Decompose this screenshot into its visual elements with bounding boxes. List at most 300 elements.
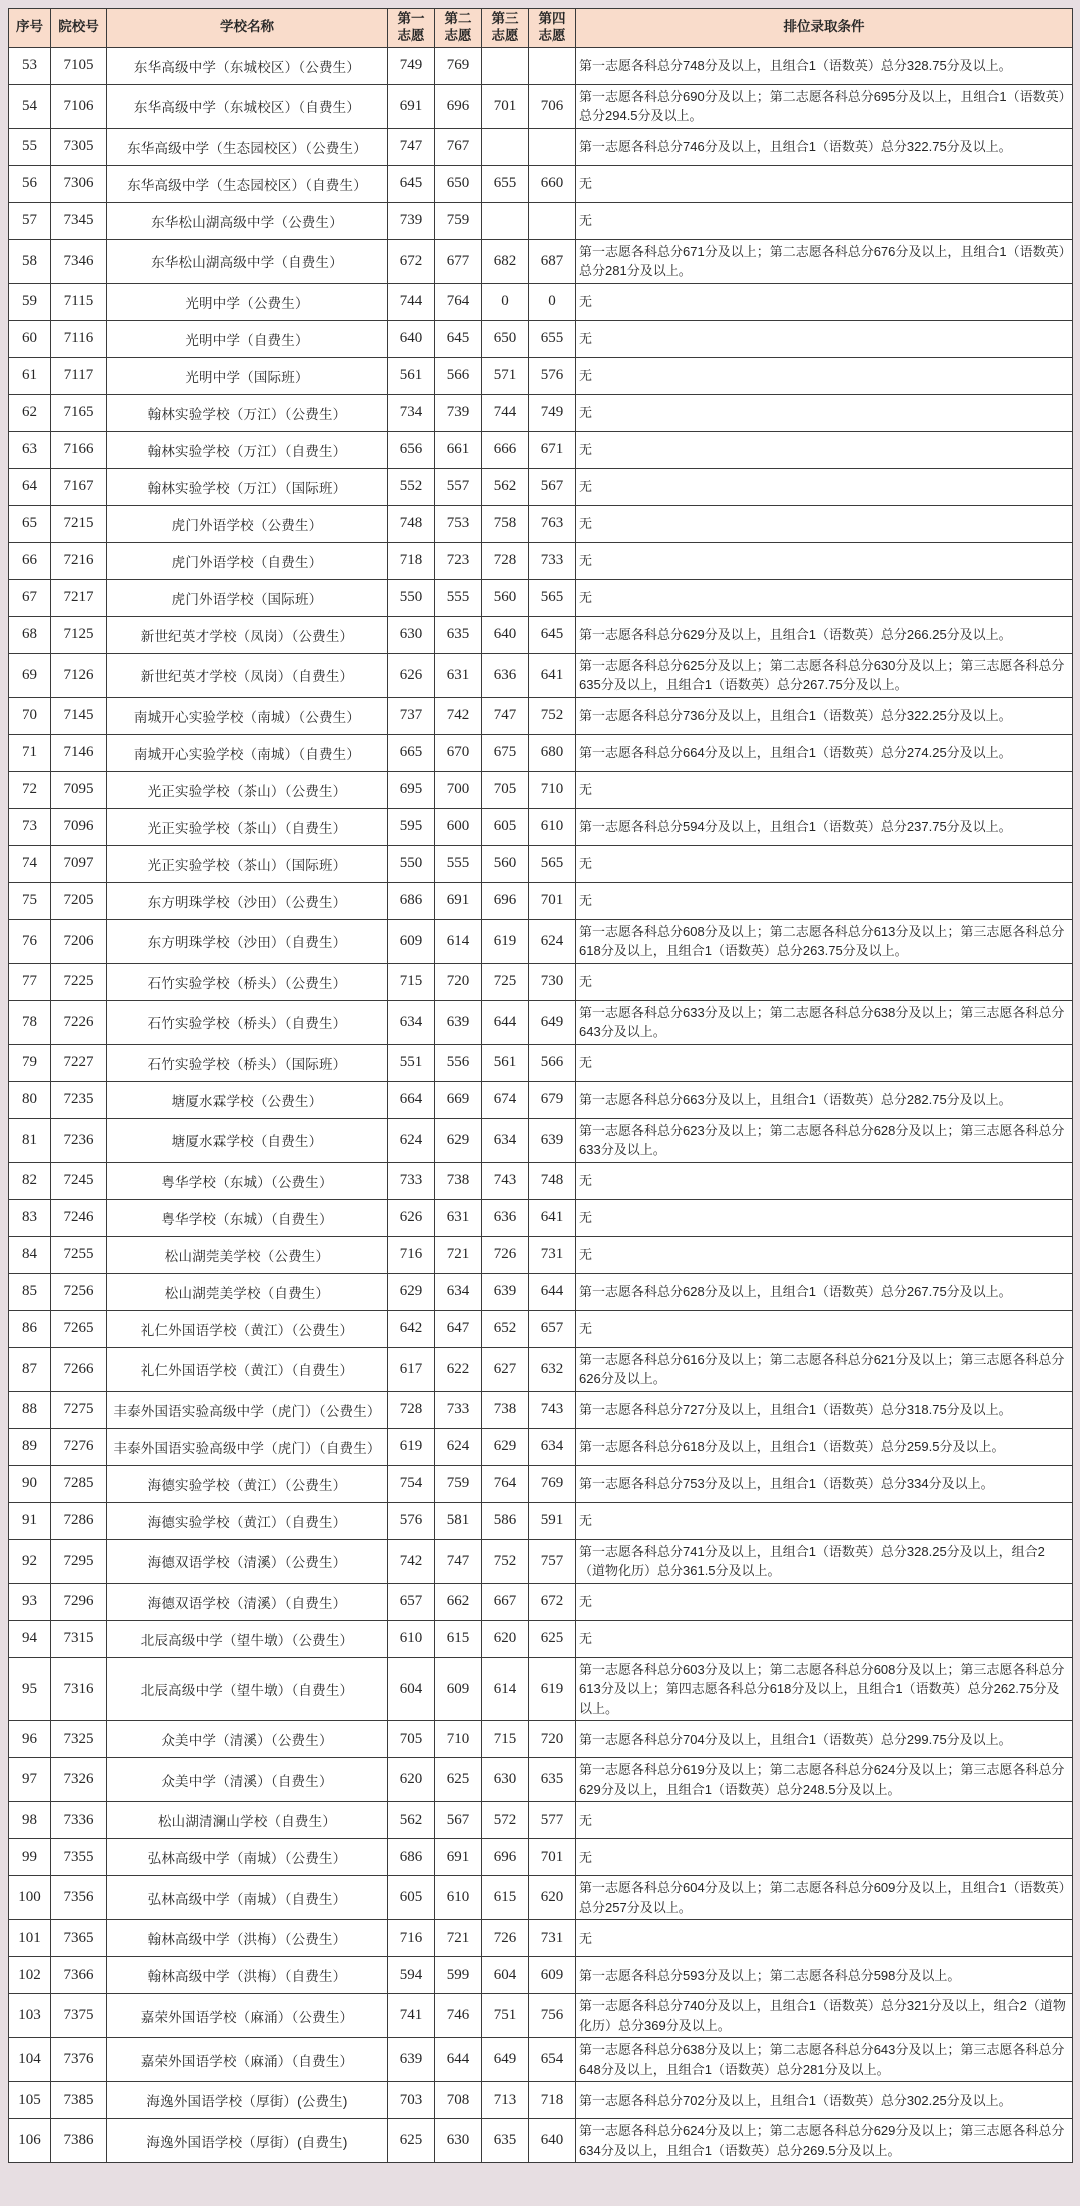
cell-choice1: 733 xyxy=(388,1162,435,1199)
cell-school-code: 7115 xyxy=(51,283,107,320)
header-choice2: 第二志愿 xyxy=(435,9,482,48)
cell-seq: 100 xyxy=(9,1876,51,1920)
cell-choice4: 634 xyxy=(529,1428,576,1465)
cell-choice2: 650 xyxy=(435,165,482,202)
cell-choice2: 662 xyxy=(435,1583,482,1620)
table-row xyxy=(9,47,1073,84)
cell-seq: 90 xyxy=(9,1465,51,1502)
cell-choice4: 701 xyxy=(529,1839,576,1876)
header-seq: 序号 xyxy=(9,9,51,48)
cell-school-name: 东华高级中学（东城校区）（公费生） xyxy=(107,47,388,84)
cell-choice3: 674 xyxy=(482,1081,529,1118)
cell-choice4: 624 xyxy=(529,919,576,963)
cell-choice4: 649 xyxy=(529,1000,576,1044)
cell-choice4: 710 xyxy=(529,771,576,808)
cell-choice4: 641 xyxy=(529,1199,576,1236)
cell-school-name: 石竹实验学校（桥头）（公费生） xyxy=(107,963,388,1000)
cell-choice3: 644 xyxy=(482,1000,529,1044)
cell-seq: 62 xyxy=(9,394,51,431)
cell-choice4: 680 xyxy=(529,734,576,771)
cell-choice2: 723 xyxy=(435,542,482,579)
cell-choice4: 567 xyxy=(529,468,576,505)
table-row xyxy=(9,808,1073,845)
cell-choice1: 665 xyxy=(388,734,435,771)
cell-choice1: 640 xyxy=(388,320,435,357)
cell-school-name: 光明中学（国际班） xyxy=(107,357,388,394)
cell-choice3: 630 xyxy=(482,1758,529,1802)
cell-choice1: 550 xyxy=(388,579,435,616)
cell-admission-condition: 无 xyxy=(576,542,1073,579)
cell-choice2: 567 xyxy=(435,1802,482,1839)
cell-choice4: 565 xyxy=(529,579,576,616)
cell-school-code: 7375 xyxy=(51,1994,107,2038)
cell-choice2: 647 xyxy=(435,1310,482,1347)
cell-choice2: 622 xyxy=(435,1347,482,1391)
cell-choice2: 696 xyxy=(435,84,482,128)
cell-school-code: 7206 xyxy=(51,919,107,963)
cell-choice2: 759 xyxy=(435,1465,482,1502)
table-row xyxy=(9,1657,1073,1721)
cell-choice2: 708 xyxy=(435,2082,482,2119)
cell-choice3: 743 xyxy=(482,1162,529,1199)
cell-choice3: 667 xyxy=(482,1583,529,1620)
cell-choice4: 733 xyxy=(529,542,576,579)
cell-school-code: 7386 xyxy=(51,2119,107,2163)
cell-choice2: 691 xyxy=(435,1839,482,1876)
cell-seq: 85 xyxy=(9,1273,51,1310)
cell-seq: 105 xyxy=(9,2082,51,2119)
cell-school-code: 7216 xyxy=(51,542,107,579)
cell-school-name: 塘厦水霖学校（公费生） xyxy=(107,1081,388,1118)
cell-school-code: 7245 xyxy=(51,1162,107,1199)
cell-school-code: 7097 xyxy=(51,845,107,882)
cell-school-code: 7295 xyxy=(51,1539,107,1583)
cell-choice4: 763 xyxy=(529,505,576,542)
cell-choice4: 619 xyxy=(529,1657,576,1721)
table-row xyxy=(9,1839,1073,1876)
cell-choice1: 576 xyxy=(388,1502,435,1539)
cell-choice4: 657 xyxy=(529,1310,576,1347)
table-row xyxy=(9,1583,1073,1620)
header-school-code: 院校号 xyxy=(51,9,107,48)
cell-admission-condition: 第一志愿各科总分616分及以上；第二志愿各科总分621分及以上；第三志愿各科总分626分及以上。 xyxy=(576,1347,1073,1391)
cell-seq: 56 xyxy=(9,165,51,202)
table-row xyxy=(9,919,1073,963)
cell-admission-condition: 无 xyxy=(576,320,1073,357)
cell-admission-condition: 无 xyxy=(576,1199,1073,1236)
table-row xyxy=(9,1539,1073,1583)
cell-school-name: 光明中学（自费生） xyxy=(107,320,388,357)
cell-seq: 57 xyxy=(9,202,51,239)
cell-choice1: 626 xyxy=(388,653,435,697)
cell-school-code: 7205 xyxy=(51,882,107,919)
cell-admission-condition: 第一志愿各科总分623分及以上；第二志愿各科总分628分及以上；第三志愿各科总分633分及以上。 xyxy=(576,1118,1073,1162)
cell-choice3: 620 xyxy=(482,1620,529,1657)
header-choice4: 第四志愿 xyxy=(529,9,576,48)
table-row xyxy=(9,1162,1073,1199)
table-row xyxy=(9,357,1073,394)
cell-admission-condition: 第一志愿各科总分740分及以上，且组合1（语数英）总分321分及以上，组合2（道物化历）总分369分及以上。 xyxy=(576,1994,1073,2038)
cell-choice1: 672 xyxy=(388,239,435,283)
cell-choice3: 636 xyxy=(482,653,529,697)
cell-seq: 55 xyxy=(9,128,51,165)
header-school-name: 学校名称 xyxy=(107,9,388,48)
cell-choice1: 629 xyxy=(388,1273,435,1310)
cell-admission-condition: 第一志愿各科总分594分及以上，且组合1（语数英）总分237.75分及以上。 xyxy=(576,808,1073,845)
cell-choice3: 605 xyxy=(482,808,529,845)
cell-choice1: 594 xyxy=(388,1957,435,1994)
cell-choice4: 641 xyxy=(529,653,576,697)
cell-choice4: 655 xyxy=(529,320,576,357)
cell-choice2: 581 xyxy=(435,1502,482,1539)
cell-admission-condition: 无 xyxy=(576,1620,1073,1657)
cell-choice1: 609 xyxy=(388,919,435,963)
cell-school-name: 北辰高级中学（望牛墩）（公费生） xyxy=(107,1620,388,1657)
cell-choice3: 636 xyxy=(482,1199,529,1236)
cell-choice1: 744 xyxy=(388,283,435,320)
cell-school-name: 南城开心实验学校（南城）（公费生） xyxy=(107,697,388,734)
cell-seq: 53 xyxy=(9,47,51,84)
cell-admission-condition: 第一志愿各科总分663分及以上，且组合1（语数英）总分282.75分及以上。 xyxy=(576,1081,1073,1118)
cell-choice1: 619 xyxy=(388,1428,435,1465)
cell-admission-condition: 无 xyxy=(576,202,1073,239)
cell-choice4: 687 xyxy=(529,239,576,283)
cell-choice2: 767 xyxy=(435,128,482,165)
cell-choice2: 566 xyxy=(435,357,482,394)
table-row xyxy=(9,202,1073,239)
cell-school-code: 7296 xyxy=(51,1583,107,1620)
table-row xyxy=(9,2038,1073,2082)
cell-choice4: 566 xyxy=(529,1044,576,1081)
cell-school-name: 东华松山湖高级中学（公费生） xyxy=(107,202,388,239)
table-row xyxy=(9,771,1073,808)
cell-choice3: 726 xyxy=(482,1236,529,1273)
cell-choice4: 672 xyxy=(529,1583,576,1620)
cell-seq: 94 xyxy=(9,1620,51,1657)
cell-school-name: 石竹实验学校（桥头）（自费生） xyxy=(107,1000,388,1044)
cell-school-code: 7275 xyxy=(51,1391,107,1428)
cell-choice4: 632 xyxy=(529,1347,576,1391)
cell-admission-condition: 无 xyxy=(576,1802,1073,1839)
cell-choice3: 627 xyxy=(482,1347,529,1391)
cell-choice3: 752 xyxy=(482,1539,529,1583)
cell-choice2: 624 xyxy=(435,1428,482,1465)
cell-seq: 104 xyxy=(9,2038,51,2082)
table-row xyxy=(9,1273,1073,1310)
table-row xyxy=(9,1502,1073,1539)
cell-choice4: 640 xyxy=(529,2119,576,2163)
cell-admission-condition: 第一志愿各科总分727分及以上，且组合1（语数英）总分318.75分及以上。 xyxy=(576,1391,1073,1428)
cell-school-code: 7116 xyxy=(51,320,107,357)
cell-choice3 xyxy=(482,47,529,84)
cell-seq: 88 xyxy=(9,1391,51,1428)
table-row xyxy=(9,1000,1073,1044)
cell-admission-condition: 无 xyxy=(576,283,1073,320)
cell-seq: 96 xyxy=(9,1721,51,1758)
cell-choice1: 686 xyxy=(388,1839,435,1876)
table-row xyxy=(9,1620,1073,1657)
cell-choice4: 0 xyxy=(529,283,576,320)
cell-choice4: 679 xyxy=(529,1081,576,1118)
cell-choice1: 617 xyxy=(388,1347,435,1391)
cell-school-name: 北辰高级中学（望牛墩）（自费生） xyxy=(107,1657,388,1721)
table-row xyxy=(9,239,1073,283)
cell-admission-condition: 无 xyxy=(576,579,1073,616)
cell-choice2: 720 xyxy=(435,963,482,1000)
cell-choice3: 696 xyxy=(482,882,529,919)
cell-choice2: 746 xyxy=(435,1994,482,2038)
cell-choice4: 706 xyxy=(529,84,576,128)
cell-school-name: 嘉荣外国语学校（麻涌）（自费生） xyxy=(107,2038,388,2082)
table-body xyxy=(9,47,1073,2163)
cell-choice2: 644 xyxy=(435,2038,482,2082)
cell-admission-condition: 无 xyxy=(576,1044,1073,1081)
cell-admission-condition: 无 xyxy=(576,505,1073,542)
cell-school-name: 光正实验学校（茶山）（自费生） xyxy=(107,808,388,845)
cell-choice2: 645 xyxy=(435,320,482,357)
cell-seq: 102 xyxy=(9,1957,51,1994)
cell-admission-condition: 第一志愿各科总分748分及以上，且组合1（语数英）总分328.75分及以上。 xyxy=(576,47,1073,84)
cell-admission-condition: 第一志愿各科总分618分及以上，且组合1（语数英）总分259.5分及以上。 xyxy=(576,1428,1073,1465)
cell-seq: 89 xyxy=(9,1428,51,1465)
cell-school-code: 7105 xyxy=(51,47,107,84)
cell-school-code: 7266 xyxy=(51,1347,107,1391)
cell-choice1: 734 xyxy=(388,394,435,431)
cell-admission-condition: 无 xyxy=(576,1236,1073,1273)
cell-school-name: 光明中学（公费生） xyxy=(107,283,388,320)
table-row xyxy=(9,882,1073,919)
cell-choice1: 716 xyxy=(388,1920,435,1957)
header-choice3: 第三志愿 xyxy=(482,9,529,48)
header-choice1: 第一志愿 xyxy=(388,9,435,48)
cell-school-name: 新世纪英才学校（凤岗）（自费生） xyxy=(107,653,388,697)
cell-choice3: 615 xyxy=(482,1876,529,1920)
cell-school-code: 7285 xyxy=(51,1465,107,1502)
cell-choice2: 742 xyxy=(435,697,482,734)
cell-admission-condition: 第一志愿各科总分593分及以上；第二志愿各科总分598分及以上。 xyxy=(576,1957,1073,1994)
cell-seq: 71 xyxy=(9,734,51,771)
cell-admission-condition: 第一志愿各科总分704分及以上，且组合1（语数英）总分299.75分及以上。 xyxy=(576,1721,1073,1758)
cell-seq: 79 xyxy=(9,1044,51,1081)
cell-admission-condition: 第一志愿各科总分604分及以上；第二志愿各科总分609分及以上，且组合1（语数英）总分257分及以上。 xyxy=(576,1876,1073,1920)
cell-school-name: 翰林实验学校（万江）（公费生） xyxy=(107,394,388,431)
cell-choice3: 744 xyxy=(482,394,529,431)
cell-choice3: 705 xyxy=(482,771,529,808)
cell-choice3: 682 xyxy=(482,239,529,283)
cell-school-name: 虎门外语学校（国际班） xyxy=(107,579,388,616)
cell-choice4: 671 xyxy=(529,431,576,468)
cell-choice1: 626 xyxy=(388,1199,435,1236)
cell-choice2: 691 xyxy=(435,882,482,919)
cell-choice2: 609 xyxy=(435,1657,482,1721)
cell-choice4: 639 xyxy=(529,1118,576,1162)
cell-admission-condition: 无 xyxy=(576,1310,1073,1347)
cell-choice1: 742 xyxy=(388,1539,435,1583)
table-row xyxy=(9,1802,1073,1839)
cell-choice1: 604 xyxy=(388,1657,435,1721)
cell-admission-condition: 第一志愿各科总分690分及以上；第二志愿各科总分695分及以上，且组合1（语数英）总分294.5分及以上。 xyxy=(576,84,1073,128)
cell-seq: 81 xyxy=(9,1118,51,1162)
cell-school-name: 礼仁外国语学校（黄江）（自费生） xyxy=(107,1347,388,1391)
cell-school-name: 海逸外国语学校（厚街）(公费生) xyxy=(107,2082,388,2119)
cell-school-name: 礼仁外国语学校（黄江）（公费生） xyxy=(107,1310,388,1347)
cell-admission-condition: 第一志愿各科总分664分及以上，且组合1（语数英）总分274.25分及以上。 xyxy=(576,734,1073,771)
cell-admission-condition: 无 xyxy=(576,394,1073,431)
cell-choice4 xyxy=(529,202,576,239)
cell-choice2: 753 xyxy=(435,505,482,542)
cell-choice4: 731 xyxy=(529,1920,576,1957)
table-row xyxy=(9,1721,1073,1758)
table-row xyxy=(9,1236,1073,1273)
cell-admission-condition: 无 xyxy=(576,771,1073,808)
cell-school-name: 石竹实验学校（桥头）（国际班） xyxy=(107,1044,388,1081)
cell-school-code: 7346 xyxy=(51,239,107,283)
table-row xyxy=(9,283,1073,320)
cell-choice1: 703 xyxy=(388,2082,435,2119)
cell-seq: 60 xyxy=(9,320,51,357)
table-row xyxy=(9,320,1073,357)
cell-choice3: 604 xyxy=(482,1957,529,1994)
table-row xyxy=(9,84,1073,128)
cell-admission-condition: 无 xyxy=(576,357,1073,394)
cell-admission-condition: 第一志愿各科总分638分及以上；第二志愿各科总分643分及以上；第三志愿各科总分648分及以上，且组合1（语数英）总分281分及以上。 xyxy=(576,2038,1073,2082)
table-header xyxy=(9,9,1073,48)
cell-school-code: 7286 xyxy=(51,1502,107,1539)
cell-choice1: 695 xyxy=(388,771,435,808)
cell-school-code: 7165 xyxy=(51,394,107,431)
cell-seq: 65 xyxy=(9,505,51,542)
cell-admission-condition: 第一志愿各科总分629分及以上，且组合1（语数英）总分266.25分及以上。 xyxy=(576,616,1073,653)
table-row xyxy=(9,734,1073,771)
cell-choice2: 639 xyxy=(435,1000,482,1044)
cell-seq: 54 xyxy=(9,84,51,128)
cell-choice4: 654 xyxy=(529,2038,576,2082)
cell-seq: 66 xyxy=(9,542,51,579)
cell-choice2: 661 xyxy=(435,431,482,468)
cell-choice3: 726 xyxy=(482,1920,529,1957)
cell-choice4 xyxy=(529,128,576,165)
cell-choice3: 614 xyxy=(482,1657,529,1721)
cell-admission-condition: 无 xyxy=(576,963,1073,1000)
cell-school-code: 7106 xyxy=(51,84,107,128)
cell-choice3: 650 xyxy=(482,320,529,357)
cell-seq: 61 xyxy=(9,357,51,394)
cell-choice3: 713 xyxy=(482,2082,529,2119)
cell-choice2: 631 xyxy=(435,653,482,697)
cell-choice4: 720 xyxy=(529,1721,576,1758)
cell-school-name: 海德实验学校（黄江）（自费生） xyxy=(107,1502,388,1539)
table-row xyxy=(9,963,1073,1000)
cell-choice1: 747 xyxy=(388,128,435,165)
cell-choice4: 718 xyxy=(529,2082,576,2119)
cell-seq: 83 xyxy=(9,1199,51,1236)
table-row xyxy=(9,468,1073,505)
cell-choice3 xyxy=(482,202,529,239)
cell-school-name: 粤华学校（东城）（公费生） xyxy=(107,1162,388,1199)
cell-choice1: 552 xyxy=(388,468,435,505)
cell-school-name: 东华高级中学（生态园校区）（公费生） xyxy=(107,128,388,165)
cell-choice4: 635 xyxy=(529,1758,576,1802)
cell-seq: 67 xyxy=(9,579,51,616)
cell-choice3: 634 xyxy=(482,1118,529,1162)
cell-school-code: 7236 xyxy=(51,1118,107,1162)
cell-choice3: 562 xyxy=(482,468,529,505)
cell-school-name: 嘉荣外国语学校（麻涌）（公费生） xyxy=(107,1994,388,2038)
cell-admission-condition: 第一志愿各科总分608分及以上；第二志愿各科总分613分及以上；第三志愿各科总分618分及以上，且组合1（语数英）总分263.75分及以上。 xyxy=(576,919,1073,963)
table-row xyxy=(9,431,1073,468)
cell-school-name: 光正实验学校（茶山）（公费生） xyxy=(107,771,388,808)
cell-seq: 68 xyxy=(9,616,51,653)
cell-choice1: 620 xyxy=(388,1758,435,1802)
cell-choice2: 700 xyxy=(435,771,482,808)
table-row xyxy=(9,1081,1073,1118)
cell-choice2: 733 xyxy=(435,1391,482,1428)
cell-seq: 72 xyxy=(9,771,51,808)
cell-choice4: 565 xyxy=(529,845,576,882)
cell-school-name: 翰林高级中学（洪梅）（公费生） xyxy=(107,1920,388,1957)
cell-choice4: 625 xyxy=(529,1620,576,1657)
cell-school-code: 7305 xyxy=(51,128,107,165)
cell-choice4: 756 xyxy=(529,1994,576,2038)
cell-choice3: 764 xyxy=(482,1465,529,1502)
cell-school-name: 虎门外语学校（公费生） xyxy=(107,505,388,542)
table-row xyxy=(9,2082,1073,2119)
cell-choice3: 571 xyxy=(482,357,529,394)
cell-school-code: 7215 xyxy=(51,505,107,542)
cell-choice3: 728 xyxy=(482,542,529,579)
cell-admission-condition: 第一志愿各科总分736分及以上，且组合1（语数英）总分322.25分及以上。 xyxy=(576,697,1073,734)
cell-school-name: 翰林高级中学（洪梅）（自费生） xyxy=(107,1957,388,1994)
cell-school-name: 新世纪英才学校（凤岗）（公费生） xyxy=(107,616,388,653)
cell-choice1: 551 xyxy=(388,1044,435,1081)
cell-admission-condition: 无 xyxy=(576,1583,1073,1620)
cell-admission-condition: 无 xyxy=(576,1920,1073,1957)
cell-seq: 73 xyxy=(9,808,51,845)
cell-choice3: 738 xyxy=(482,1391,529,1428)
cell-choice2: 747 xyxy=(435,1539,482,1583)
cell-choice2: 555 xyxy=(435,845,482,882)
cell-choice1: 550 xyxy=(388,845,435,882)
cell-choice2: 764 xyxy=(435,283,482,320)
table-row xyxy=(9,165,1073,202)
table-row xyxy=(9,1428,1073,1465)
cell-choice1: 595 xyxy=(388,808,435,845)
cell-choice2: 635 xyxy=(435,616,482,653)
cell-seq: 70 xyxy=(9,697,51,734)
cell-seq: 82 xyxy=(9,1162,51,1199)
cell-choice1: 630 xyxy=(388,616,435,653)
cell-school-code: 7276 xyxy=(51,1428,107,1465)
cell-school-name: 丰泰外国语实验高级中学（虎门）（自费生） xyxy=(107,1428,388,1465)
cell-choice3: 725 xyxy=(482,963,529,1000)
cell-school-name: 丰泰外国语实验高级中学（虎门）（公费生） xyxy=(107,1391,388,1428)
cell-admission-condition: 第一志愿各科总分628分及以上，且组合1（语数英）总分267.75分及以上。 xyxy=(576,1273,1073,1310)
cell-choice1: 624 xyxy=(388,1118,435,1162)
cell-choice4: 769 xyxy=(529,1465,576,1502)
cell-admission-condition: 第一志愿各科总分741分及以上，且组合1（语数英）总分328.25分及以上，组合2（道物化历）总分361.5分及以上。 xyxy=(576,1539,1073,1583)
cell-school-name: 松山湖莞美学校（公费生） xyxy=(107,1236,388,1273)
cell-choice4: 743 xyxy=(529,1391,576,1428)
cell-school-code: 7315 xyxy=(51,1620,107,1657)
cell-school-code: 7306 xyxy=(51,165,107,202)
cell-admission-condition: 无 xyxy=(576,882,1073,919)
cell-choice3: 0 xyxy=(482,283,529,320)
cell-choice3: 675 xyxy=(482,734,529,771)
cell-school-code: 7117 xyxy=(51,357,107,394)
cell-choice2: 630 xyxy=(435,2119,482,2163)
table-row xyxy=(9,505,1073,542)
cell-choice1: 715 xyxy=(388,963,435,1000)
